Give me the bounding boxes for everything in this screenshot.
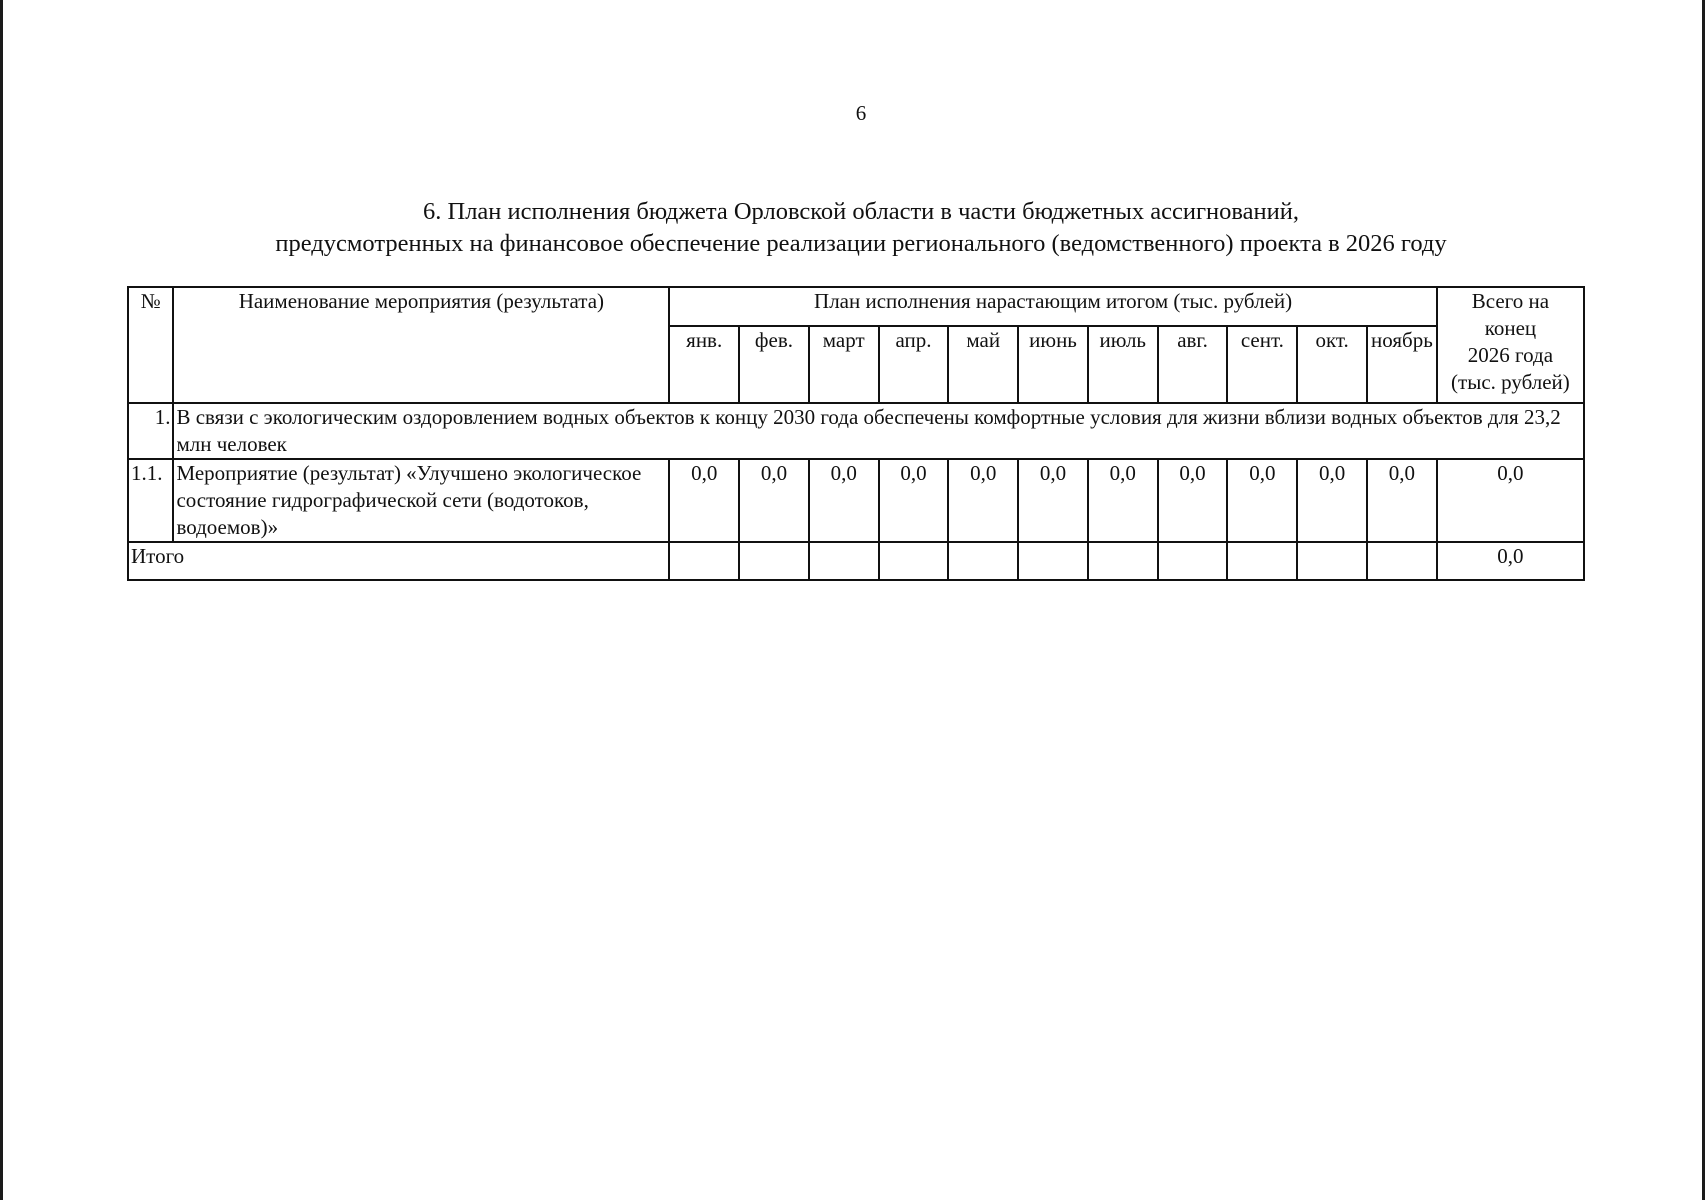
header-month-jan: янв. <box>669 326 739 403</box>
section-text: В связи с экологическим оздоровлением водных объектов к концу 2030 года обеспечены комфортные условия для жизни вблизи водных объектов для 23,2 млн человек <box>173 403 1584 459</box>
activity-name: Мероприятие (результат) «Улучшено экологическое состояние гидрографической сети (водотоков, водоемов)» <box>173 459 669 542</box>
scan-left-edge <box>0 0 3 1200</box>
summary-row <box>128 542 1584 580</box>
summary-cell <box>948 542 1018 580</box>
header-row-1 <box>128 287 1584 326</box>
header-total-line-4: (тыс. рублей) <box>1451 370 1570 394</box>
activity-value-aug: 0,0 <box>1158 459 1228 542</box>
summary-cell <box>1367 542 1437 580</box>
summary-cell <box>1158 542 1228 580</box>
activity-value-feb: 0,0 <box>739 459 809 542</box>
header-month-oct: окт. <box>1297 326 1367 403</box>
summary-cell <box>1297 542 1367 580</box>
summary-cell <box>1227 542 1297 580</box>
header-total-line-2: конец <box>1484 316 1537 340</box>
summary-cell <box>739 542 809 580</box>
section-row <box>128 403 1584 459</box>
header-month-nov: ноябрь <box>1367 326 1437 403</box>
summary-label: Итого <box>128 542 669 580</box>
title-line-2: предусмотренных на финансовое обеспечение реализации регионального (ведомственного) проекта в 2026 году <box>275 230 1447 257</box>
activity-value-sep: 0,0 <box>1227 459 1297 542</box>
header-month-jul: июль <box>1088 326 1158 403</box>
activity-row <box>128 459 1584 542</box>
summary-cell <box>669 542 739 580</box>
header-total-line-3: 2026 года <box>1467 343 1554 367</box>
header-name: Наименование мероприятия (результата) <box>173 287 669 403</box>
header-month-feb: фев. <box>739 326 809 403</box>
header-month-aug: авг. <box>1158 326 1228 403</box>
header-plan: План исполнения нарастающим итогом (тыс. рублей) <box>669 287 1437 326</box>
header-month-mar: март <box>809 326 879 403</box>
header-num: № <box>128 287 173 403</box>
summary-total: 0,0 <box>1437 542 1584 580</box>
activity-value-may: 0,0 <box>948 459 1018 542</box>
header-total <box>1437 287 1584 403</box>
header-month-apr: апр. <box>879 326 949 403</box>
activity-value-jun: 0,0 <box>1018 459 1088 542</box>
summary-cell <box>1088 542 1158 580</box>
activity-total: 0,0 <box>1437 459 1584 542</box>
budget-plan-table <box>127 286 1585 581</box>
summary-cell <box>879 542 949 580</box>
activity-value-jul: 0,0 <box>1088 459 1158 542</box>
title-line-1: 6. План исполнения бюджета Орловской области в части бюджетных ассигнований, <box>423 198 1299 225</box>
header-total-line-1: Всего на <box>1471 289 1550 313</box>
activity-value-mar: 0,0 <box>809 459 879 542</box>
section-num: 1. <box>128 403 173 459</box>
header-month-sep: сент. <box>1227 326 1297 403</box>
summary-cell <box>809 542 879 580</box>
activity-value-oct: 0,0 <box>1297 459 1367 542</box>
document-title <box>0 196 1705 260</box>
summary-cell <box>1018 542 1088 580</box>
activity-value-nov: 0,0 <box>1367 459 1437 542</box>
activity-value-apr: 0,0 <box>879 459 949 542</box>
page-number: 6 <box>855 101 867 125</box>
activity-num: 1.1. <box>128 459 173 542</box>
activity-value-jan: 0,0 <box>669 459 739 542</box>
header-month-jun: июнь <box>1018 326 1088 403</box>
header-month-may: май <box>948 326 1018 403</box>
